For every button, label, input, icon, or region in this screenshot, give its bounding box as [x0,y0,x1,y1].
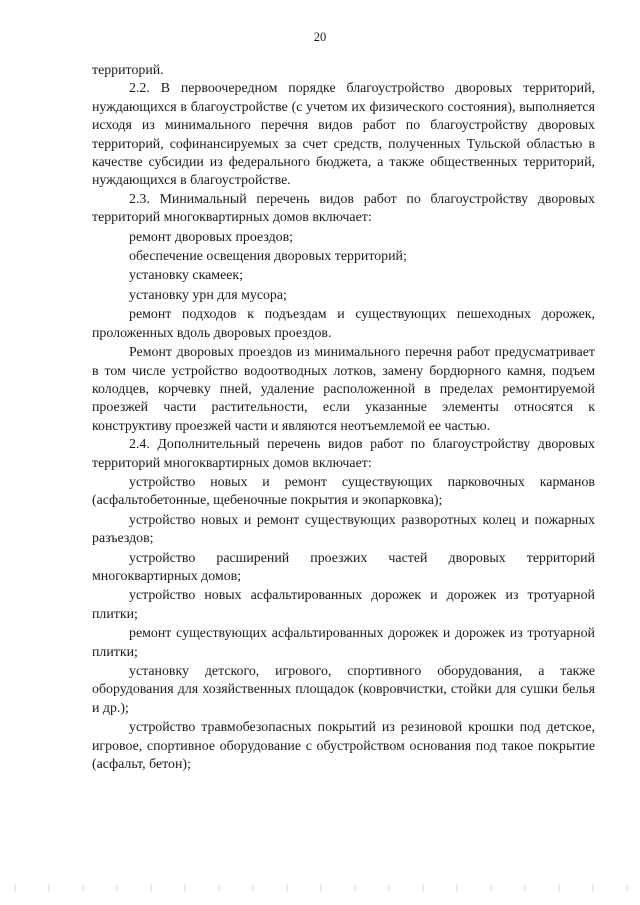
list-item-min-lighting: обеспечение освещения дворовых территорий; [129,249,407,265]
list-item-add-equipment: установку детского, игрового, спортивного оборудования, а также оборудования для хозяйственных площадок (ковровчистки, стойки для сушки белья и др.); [92,664,595,716]
scan-artifact [0,884,640,892]
list-item-add-new-paths: устройство новых асфальтированных дорожек и дорожек из тротуарной плитки; [92,588,595,622]
list-item-add-parking: устройство новых и ремонт существующих парковочных карманов (асфальтобетонные, щебеночные покрытия и экопарковка); [92,474,595,509]
list-item-min-bins: установку урн для мусора; [129,287,287,303]
paragraph-continuation: территорий. [92,63,164,78]
document-body [92,62,595,774]
list-item-add-turnaround: устройство новых и ремонт существующих разворотных колец и пожарных разъездов; [92,512,595,547]
list-item-min-benches: установку скамеек; [129,268,244,284]
list-item-add-widening: устройство расширений проезжих частей дворовых территорий многоквартирных домов; [92,550,595,584]
paragraph-2-3: 2.3. Минимальный перечень видов работ по благоустройству дворовых территорий многоквартирных домов включает: [92,191,595,226]
paragraph-2-4: 2.4. Дополнительный перечень видов работ по благоустройству дворовых территорий многоквартирных домов включает: [92,437,595,471]
list-item-add-path-repair: ремонт существующих асфальтированных дорожек и дорожек из тротуарной плитки; [92,626,595,660]
list-item-min-walkways: ремонт подходов к подъездам и существующих пешеходных дорожек, проложенных вдоль дворовых проездов. [92,307,595,341]
paragraph-road-repair-details: Ремонт дворовых проездов из минимального перечня работ предусматривает в том числе устройство водоотводных лотков, замену бордюрного камня, подъем колодцев, корчевку пней, удаление расположенной в пределах ремонтируемой проезжей части растительности, если указанные элементы относятся к конструктиву проезжей части и являются неотъемлемой ее частью. [92,345,595,434]
page-number: 20 [313,30,327,44]
list-item-add-safe-surfaces: устройство травмобезопасных покрытий из резиновой крошки под детское, игровое, спортивное оборудование с обустройством основания под такое покрытие (асфальт, бетон); [92,720,595,773]
paragraph-2-2: 2.2. В первоочередном порядке благоустройство дворовых территорий, нуждающихся в благоустройстве (с учетом их физического состояния), выполняется исходя из минимального перечня видов работ по благоустройству дворовых территорий, софинансируемых за счет средств, полученных Тульской областью в качестве субсидии из федерального бюджета, а также общественных территорий, нуждающихся в благоустройстве. [92,81,595,189]
list-item-min-road-repair: ремонт дворовых проездов; [129,229,293,245]
